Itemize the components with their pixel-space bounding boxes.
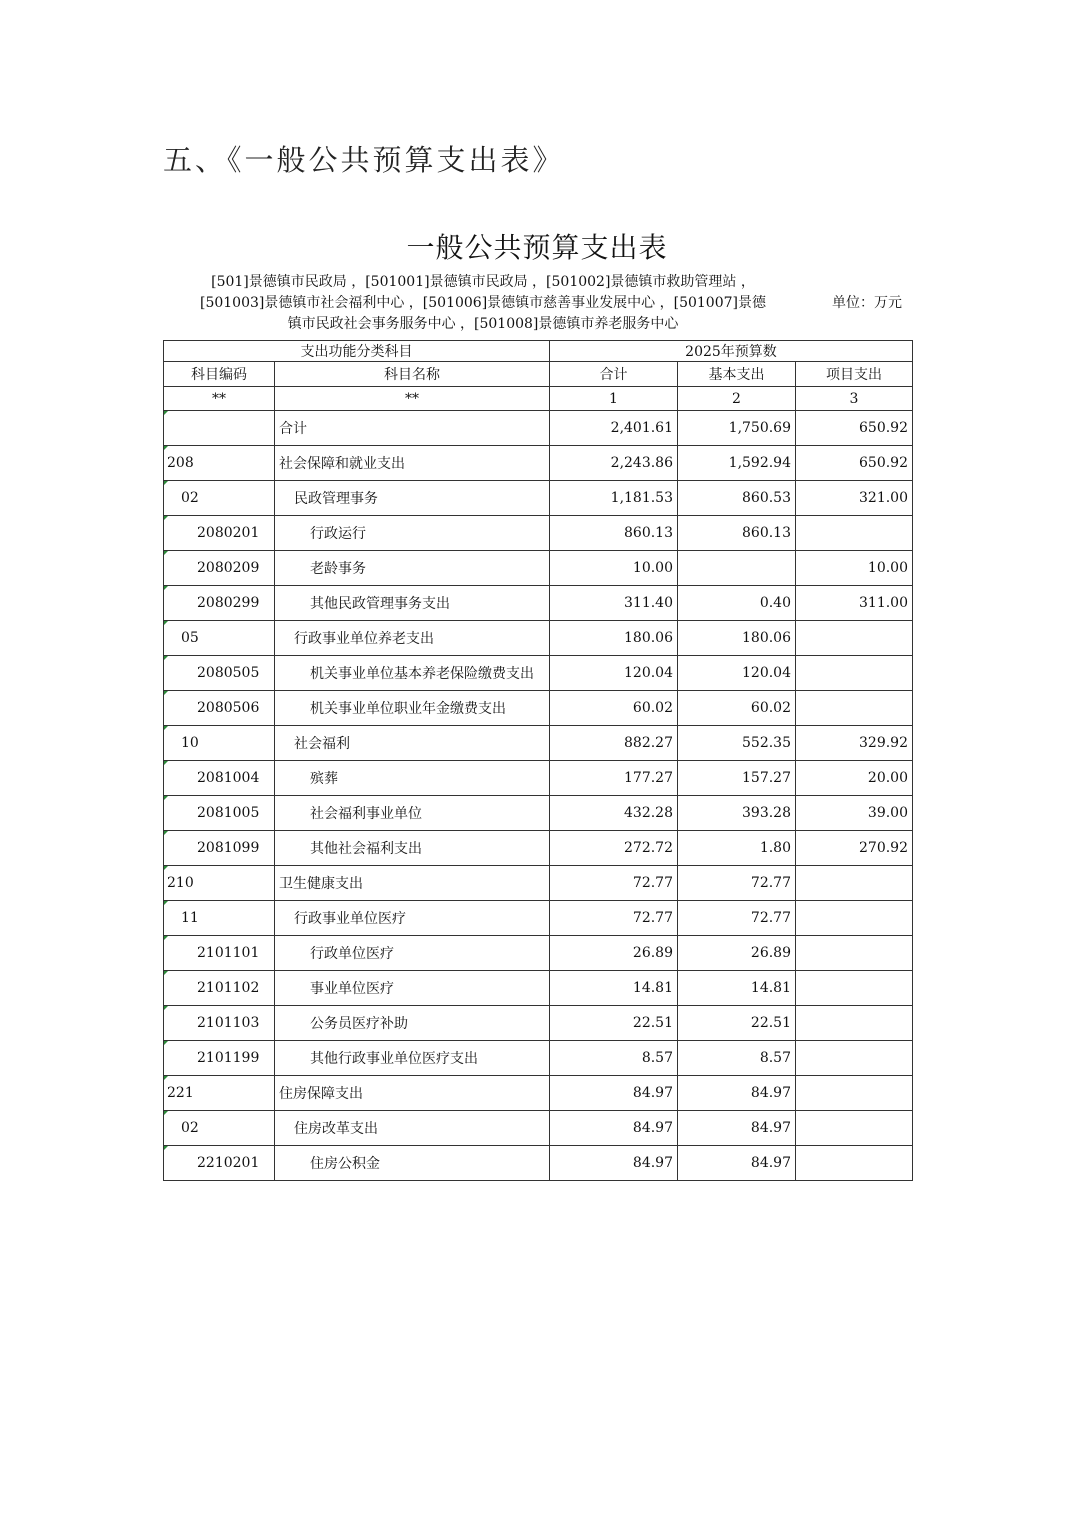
cell-basic: 26.89 (678, 936, 796, 971)
cell-name: 民政管理事务 (275, 481, 550, 516)
cell-code: 2081005 (164, 796, 275, 831)
cell-total: 10.00 (550, 551, 678, 586)
cell-name: 卫生健康支出 (275, 866, 550, 901)
cell-code: 11 (164, 901, 275, 936)
table-row (164, 1146, 913, 1181)
cell-project (796, 936, 913, 971)
cell-project: 650.92 (796, 446, 913, 481)
table-row (164, 936, 913, 971)
cell-total: 84.97 (550, 1146, 678, 1181)
cell-name: 合计 (275, 411, 550, 446)
cell-total: 84.97 (550, 1076, 678, 1111)
table-row (164, 1006, 913, 1041)
cell-total: 14.81 (550, 971, 678, 1006)
cell-code: 2101101 (164, 936, 275, 971)
header-project: 项目支出 (796, 362, 913, 387)
cell-basic: 72.77 (678, 866, 796, 901)
cell-code: 2080505 (164, 656, 275, 691)
cell-project: 10.00 (796, 551, 913, 586)
cell-total: 860.13 (550, 516, 678, 551)
unit-label: 单位：万元 (832, 295, 902, 311)
cell-total: 180.06 (550, 621, 678, 656)
table-row (164, 761, 913, 796)
table-row (164, 446, 913, 481)
table-row (164, 831, 913, 866)
cell-total: 311.40 (550, 586, 678, 621)
table-row (164, 586, 913, 621)
index-name: ** (275, 387, 550, 411)
table-row (164, 901, 913, 936)
index-basic: 2 (678, 387, 796, 411)
cell-total: 84.97 (550, 1111, 678, 1146)
department-list (163, 272, 803, 335)
cell-basic: 14.81 (678, 971, 796, 1006)
cell-total: 432.28 (550, 796, 678, 831)
cell-code: 2210201 (164, 1146, 275, 1181)
cell-code: 2081099 (164, 831, 275, 866)
table-row (164, 1111, 913, 1146)
cell-basic: 84.97 (678, 1076, 796, 1111)
cell-code: 02 (164, 481, 275, 516)
cell-total: 26.89 (550, 936, 678, 971)
cell-project (796, 901, 913, 936)
cell-project (796, 971, 913, 1006)
table-row (164, 1076, 913, 1111)
cell-total: 272.72 (550, 831, 678, 866)
cell-code: 210 (164, 866, 275, 901)
table-row (164, 1041, 913, 1076)
cell-project: 311.00 (796, 586, 913, 621)
cell-project: 270.92 (796, 831, 913, 866)
cell-name: 机关事业单位基本养老保险缴费支出 (275, 656, 550, 691)
cell-total: 177.27 (550, 761, 678, 796)
cell-total: 60.02 (550, 691, 678, 726)
cell-basic: 0.40 (678, 586, 796, 621)
cell-code: 208 (164, 446, 275, 481)
cell-name: 事业单位医疗 (275, 971, 550, 1006)
cell-code: 2080299 (164, 586, 275, 621)
cell-total: 882.27 (550, 726, 678, 761)
cell-name: 其他民政管理事务支出 (275, 586, 550, 621)
table-title: 一般公共预算支出表 (406, 231, 668, 264)
cell-project (796, 1111, 913, 1146)
cell-project: 20.00 (796, 761, 913, 796)
cell-project (796, 1146, 913, 1181)
cell-total: 72.77 (550, 901, 678, 936)
cell-name: 老龄事务 (275, 551, 550, 586)
cell-project (796, 1041, 913, 1076)
table-row (164, 866, 913, 901)
cell-project (796, 621, 913, 656)
cell-code: 2080209 (164, 551, 275, 586)
cell-code: 2101199 (164, 1041, 275, 1076)
table-body (164, 411, 913, 1181)
cell-name: 其他行政事业单位医疗支出 (275, 1041, 550, 1076)
department-line: 镇市民政社会事务服务中心 ，[501008]景德镇市养老服务中心 (287, 316, 679, 332)
cell-basic: 552.35 (678, 726, 796, 761)
section-heading: 五、《一般公共预算支出表》 (163, 143, 565, 177)
header-name: 科目名称 (275, 362, 550, 387)
cell-project (796, 656, 913, 691)
table-row (164, 796, 913, 831)
cell-name: 住房公积金 (275, 1146, 550, 1181)
cell-name: 公务员医疗补助 (275, 1006, 550, 1041)
cell-total: 1,181.53 (550, 481, 678, 516)
cell-basic: 860.53 (678, 481, 796, 516)
index-code: ** (164, 387, 275, 411)
cell-basic (678, 551, 796, 586)
cell-total: 72.77 (550, 866, 678, 901)
header-budget-year: 2025年预算数 (550, 341, 913, 362)
cell-name: 其他社会福利支出 (275, 831, 550, 866)
department-line: [501003]景德镇市社会福利中心 ，[501006]景德镇市慈善事业发展中心 ，[501007]景德 (199, 295, 766, 311)
cell-project (796, 866, 913, 901)
header-column-row (164, 362, 913, 387)
cell-name: 行政事业单位医疗 (275, 901, 550, 936)
cell-basic: 60.02 (678, 691, 796, 726)
index-project: 3 (796, 387, 913, 411)
cell-name: 社会福利事业单位 (275, 796, 550, 831)
header-group-row (164, 341, 913, 362)
cell-name: 行政运行 (275, 516, 550, 551)
cell-name: 行政事业单位养老支出 (275, 621, 550, 656)
table-row (164, 691, 913, 726)
cell-basic: 84.97 (678, 1111, 796, 1146)
table-row (164, 551, 913, 586)
cell-code: 221 (164, 1076, 275, 1111)
table-row (164, 481, 913, 516)
header-code: 科目编码 (164, 362, 275, 387)
cell-name: 机关事业单位职业年金缴费支出 (275, 691, 550, 726)
table-row (164, 621, 913, 656)
cell-basic: 120.04 (678, 656, 796, 691)
cell-project: 650.92 (796, 411, 913, 446)
cell-code: 2101103 (164, 1006, 275, 1041)
cell-project (796, 1076, 913, 1111)
cell-total: 120.04 (550, 656, 678, 691)
cell-code: 2080201 (164, 516, 275, 551)
cell-code: 05 (164, 621, 275, 656)
header-basic: 基本支出 (678, 362, 796, 387)
cell-name: 住房改革支出 (275, 1111, 550, 1146)
cell-basic: 1,592.94 (678, 446, 796, 481)
cell-code: 2080506 (164, 691, 275, 726)
table-row (164, 516, 913, 551)
cell-project (796, 1006, 913, 1041)
header-index-row (164, 387, 913, 411)
cell-project: 321.00 (796, 481, 913, 516)
cell-basic: 180.06 (678, 621, 796, 656)
cell-name: 行政单位医疗 (275, 936, 550, 971)
cell-project (796, 691, 913, 726)
index-total: 1 (550, 387, 678, 411)
cell-name: 社会保障和就业支出 (275, 446, 550, 481)
cell-code (164, 411, 275, 446)
cell-code: 2081004 (164, 761, 275, 796)
header-functional-classification: 支出功能分类科目 (164, 341, 550, 362)
cell-basic: 860.13 (678, 516, 796, 551)
budget-expenditure-table (163, 340, 913, 1181)
cell-code: 10 (164, 726, 275, 761)
cell-basic: 8.57 (678, 1041, 796, 1076)
cell-basic: 84.97 (678, 1146, 796, 1181)
table-row (164, 726, 913, 761)
cell-basic: 22.51 (678, 1006, 796, 1041)
cell-total: 2,243.86 (550, 446, 678, 481)
cell-name: 社会福利 (275, 726, 550, 761)
cell-basic: 1,750.69 (678, 411, 796, 446)
cell-project: 329.92 (796, 726, 913, 761)
header-total: 合计 (550, 362, 678, 387)
table-row (164, 411, 913, 446)
cell-total: 2,401.61 (550, 411, 678, 446)
cell-total: 22.51 (550, 1006, 678, 1041)
cell-total: 8.57 (550, 1041, 678, 1076)
cell-basic: 1.80 (678, 831, 796, 866)
cell-basic: 393.28 (678, 796, 796, 831)
cell-project: 39.00 (796, 796, 913, 831)
cell-code: 2101102 (164, 971, 275, 1006)
cell-name: 殡葬 (275, 761, 550, 796)
cell-basic: 72.77 (678, 901, 796, 936)
cell-basic: 157.27 (678, 761, 796, 796)
cell-project (796, 516, 913, 551)
table-row (164, 971, 913, 1006)
cell-name: 住房保障支出 (275, 1076, 550, 1111)
table-row (164, 656, 913, 691)
department-line: [501]景德镇市民政局 ，[501001]景德镇市民政局 ，[501002]景德镇市救助管理站 ， (211, 274, 755, 290)
cell-code: 02 (164, 1111, 275, 1146)
